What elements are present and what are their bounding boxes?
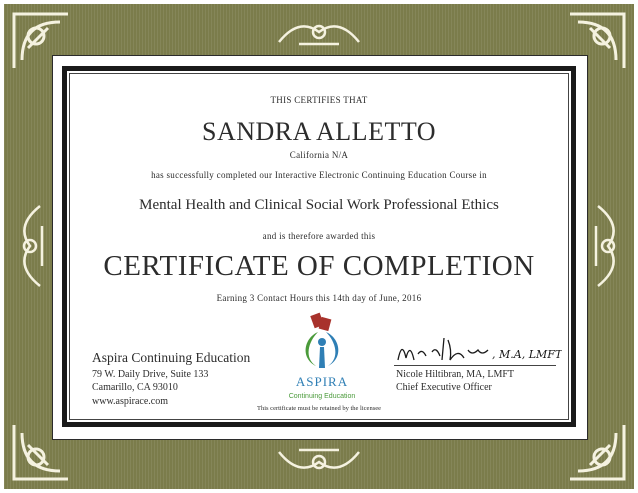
recipient-name: SANDRA ALLETTO bbox=[201, 117, 437, 146]
bottom-center-ornament bbox=[269, 442, 369, 482]
certificate-title: CERTIFICATE OF COMPLETION bbox=[103, 250, 535, 282]
course-title: Mental Health and Clinical Social Work Professional Ethics bbox=[139, 197, 499, 213]
top-center-ornament bbox=[269, 12, 369, 52]
certifies-line: THIS CERTIFIES THAT bbox=[270, 95, 368, 105]
awarded-line: and is therefore awarded this bbox=[262, 231, 376, 241]
aspira-logo bbox=[282, 310, 362, 405]
signatory-title: Chief Executive Officer bbox=[396, 382, 492, 393]
signature-line bbox=[394, 365, 556, 366]
retain-note: This certificate must be retained by the licensee bbox=[257, 405, 381, 412]
signatory-name: Nicole Hiltibran, MA, LMFT bbox=[396, 369, 515, 380]
issuer-website: www.aspirace.com bbox=[92, 396, 168, 407]
issuer-address-line2: Camarillo, CA 93010 bbox=[92, 382, 178, 393]
earning-line: Earning 3 Contact Hours this 14th day of June, 2016 bbox=[216, 293, 422, 303]
completion-line: has successfully completed our Interactive Electronic Continuing Education Course in bbox=[151, 170, 487, 180]
recipient-detail: California N/A bbox=[289, 150, 349, 160]
logo-tagline: Continuing Education bbox=[288, 393, 356, 400]
signature-image bbox=[392, 330, 562, 366]
issuer-address-line1: 79 W. Daily Drive, Suite 133 bbox=[92, 369, 209, 380]
logo-brand: ASPIRA bbox=[295, 374, 349, 389]
svg-text:, M.A, LMFT: , M.A, LMFT bbox=[492, 348, 562, 361]
issuer-organization: Aspira Continuing Education bbox=[92, 350, 251, 365]
